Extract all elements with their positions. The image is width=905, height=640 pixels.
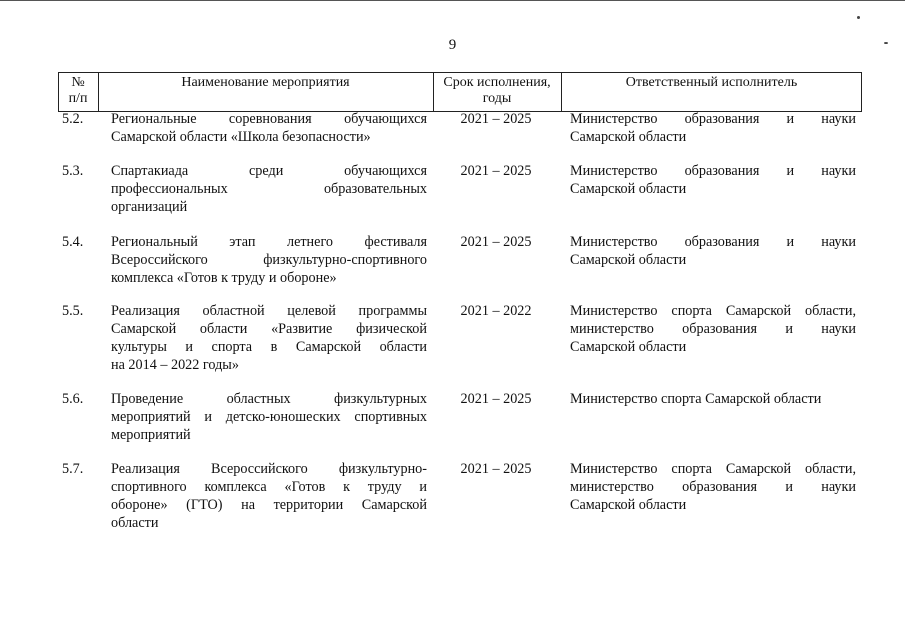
row-executor-line: министерство образования и науки	[570, 321, 856, 337]
row-executor-line: Самарской области	[570, 497, 687, 513]
row-name-line: культуры и спорта в Самарской области	[111, 339, 427, 355]
row-name-line: Региональные соревнования обучающихся	[111, 111, 427, 127]
row-executor-line: министерство образования и науки	[570, 479, 856, 495]
row-executor-line: Самарской области	[570, 129, 687, 145]
row-executor	[570, 302, 856, 356]
row-name-line: Проведение областных физкультурных	[111, 391, 427, 407]
row-name-line: Реализация областной целевой программы	[111, 303, 427, 319]
row-executor	[570, 110, 856, 146]
row-name	[111, 110, 427, 146]
row-name-line: организаций	[111, 199, 188, 215]
header-period-line2: годы	[482, 91, 512, 106]
row-period: 2021 – 2025	[460, 111, 532, 127]
row-period: 2021 – 2025	[460, 163, 532, 179]
row-executor	[570, 233, 856, 269]
scan-speck	[857, 16, 860, 19]
row-executor-line: Министерство спорта Самарской области	[570, 391, 822, 407]
header-num-line1: №	[71, 75, 85, 90]
row-name-line: мероприятий	[111, 427, 191, 443]
row-executor-line: Министерство спорта Самарской области,	[570, 461, 856, 477]
row-name-line: комплекса «Готов к труду и обороне»	[111, 270, 337, 286]
row-period: 2021 – 2022	[460, 303, 532, 319]
row-number: 5.2.	[62, 111, 84, 127]
row-name-line: Самарской области «Школа безопасности»	[111, 129, 371, 145]
row-name-line: области	[111, 515, 159, 531]
row-name-line: Самарской области «Развитие физической	[111, 321, 427, 337]
row-period: 2021 – 2025	[460, 234, 532, 250]
row-executor-line: Самарской области	[570, 339, 687, 355]
table-header	[58, 72, 862, 112]
row-name	[111, 302, 427, 374]
row-number: 5.7.	[62, 461, 84, 477]
row-name	[111, 460, 427, 532]
row-executor	[570, 390, 856, 408]
header-period	[433, 73, 561, 111]
row-name-line: мероприятий и детско-юношеских спортивных	[111, 409, 427, 425]
row-executor-line: Министерство образования и науки	[570, 234, 856, 250]
row-executor-line: Министерство образования и науки	[570, 111, 856, 127]
row-name-line: Региональный этап летнего фестиваля	[111, 234, 427, 250]
row-name-line: Реализация Всероссийского физкультурно-	[111, 461, 427, 477]
header-num	[58, 73, 98, 111]
row-executor-line: Министерство спорта Самарской области,	[570, 303, 856, 319]
row-executor	[570, 460, 856, 514]
row-number: 5.3.	[62, 163, 84, 179]
row-executor	[570, 162, 856, 198]
row-name-line: обороне» (ГТО) на территории Самарской	[111, 497, 427, 513]
row-name-line: профессиональных образовательных	[111, 181, 427, 197]
row-name-line: Всероссийского физкультурно-спортивного	[111, 252, 427, 268]
scan-top-edge	[0, 0, 905, 1]
header-period-line1: Срок исполнения,	[443, 75, 551, 90]
row-period: 2021 – 2025	[460, 461, 532, 477]
header-num-line2: п/п	[68, 91, 88, 106]
row-number: 5.6.	[62, 391, 84, 407]
row-name-line: спортивного комплекса «Готов к труду и	[111, 479, 427, 495]
row-name	[111, 233, 427, 287]
row-name	[111, 162, 427, 216]
row-period: 2021 – 2025	[460, 391, 532, 407]
header-executor: Ответственный исполнитель	[625, 75, 798, 90]
row-name-line: Спартакиада среди обучающихся	[111, 163, 427, 179]
row-name-line: на 2014 – 2022 годы»	[111, 357, 239, 373]
row-number: 5.4.	[62, 234, 84, 250]
row-name	[111, 390, 427, 444]
row-executor-line: Министерство образования и науки	[570, 163, 856, 179]
row-executor-line: Самарской области	[570, 181, 687, 197]
page-number: 9	[448, 37, 457, 53]
row-number: 5.5.	[62, 303, 84, 319]
header-name: Наименование мероприятия	[181, 75, 350, 90]
row-executor-line: Самарской области	[570, 252, 687, 268]
